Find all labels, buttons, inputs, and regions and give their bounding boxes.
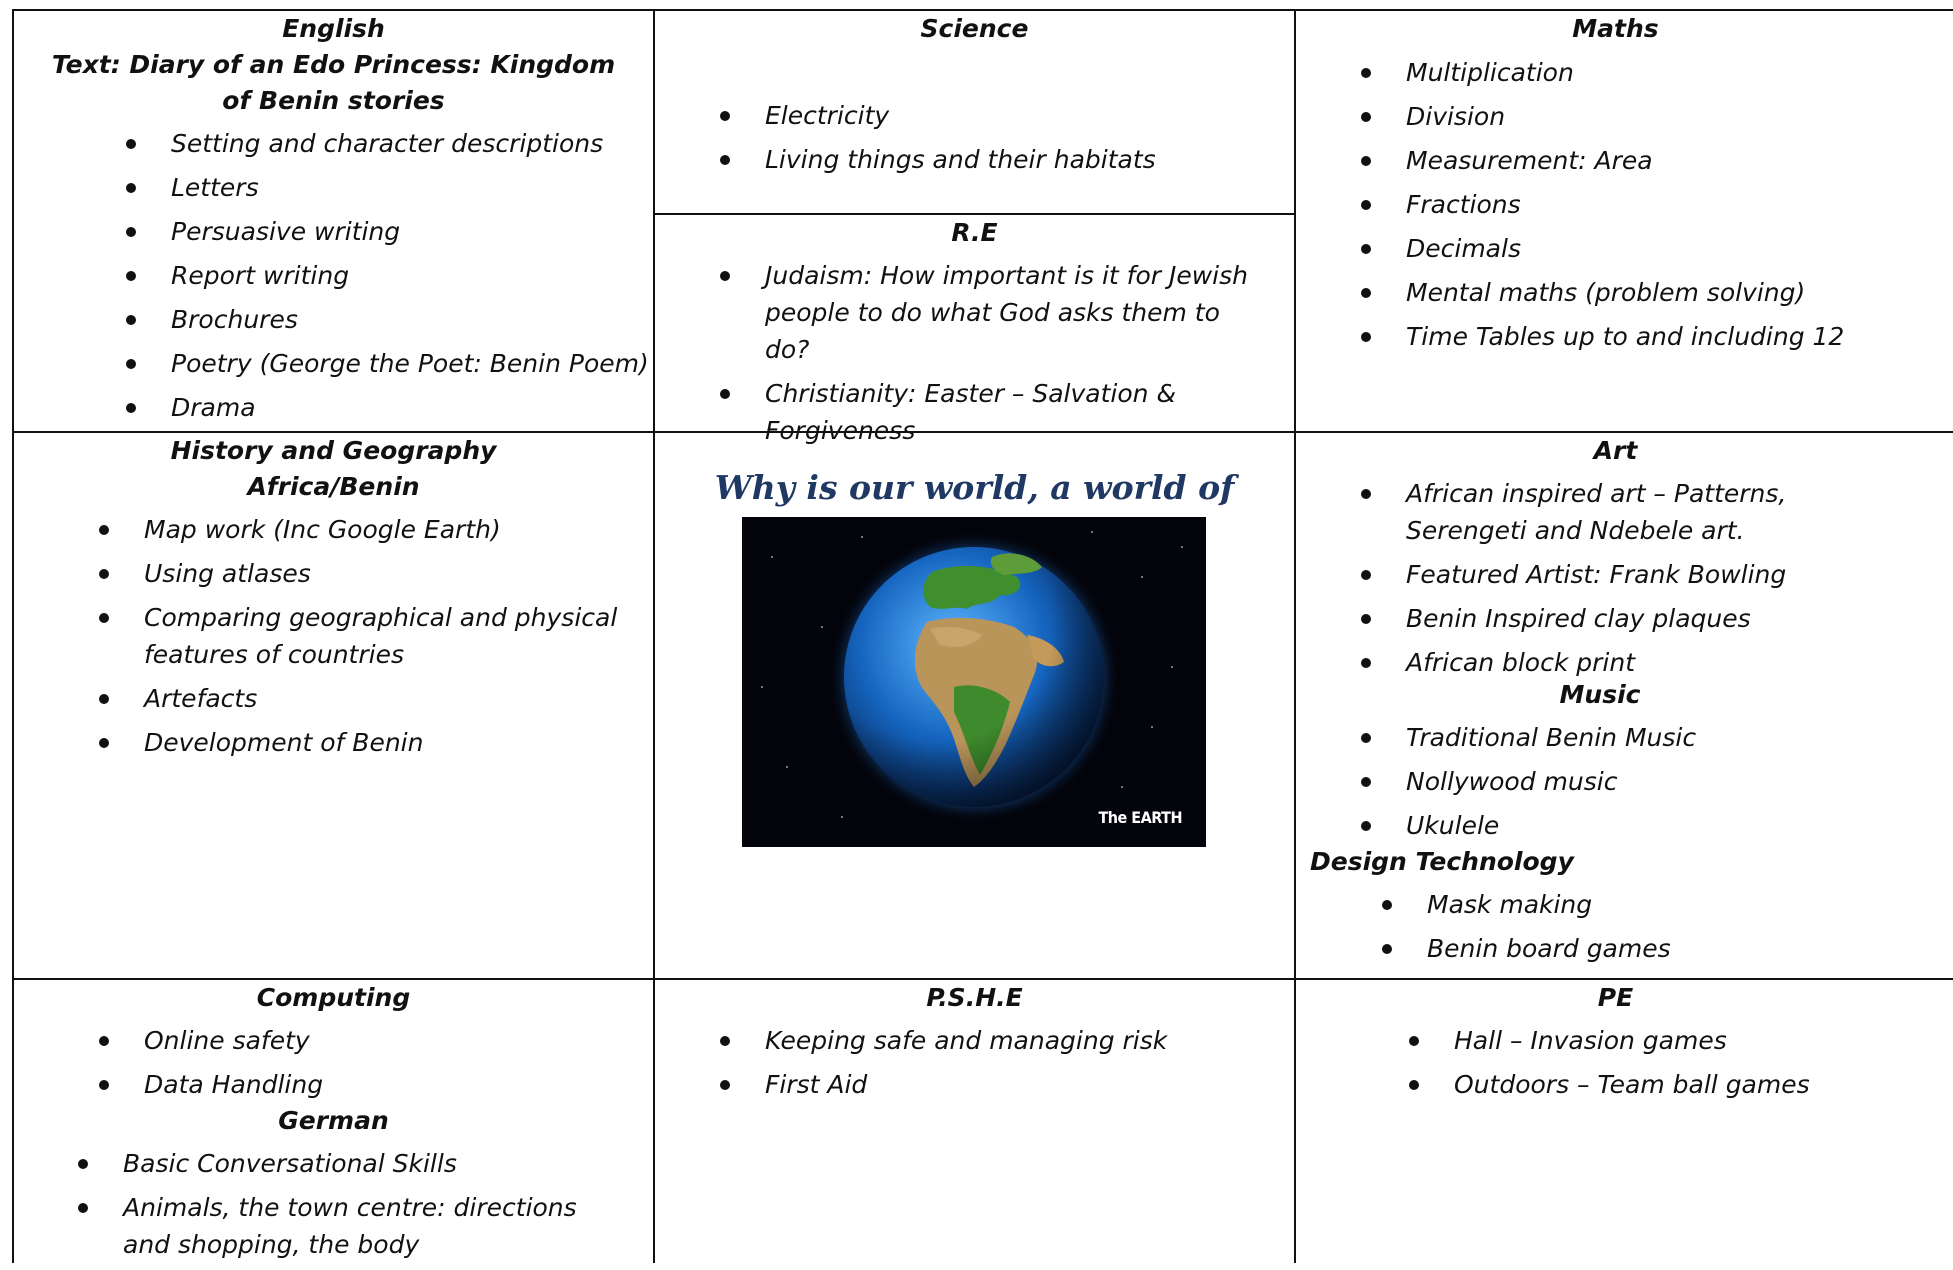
list-item: Data Handling: [144, 1066, 653, 1103]
pe-heading: PE: [1597, 983, 1634, 1012]
earth-image-label: The EARTH: [1098, 808, 1182, 827]
pe-cell: [1296, 980, 1953, 1110]
list-item: Measurement: Area: [1406, 142, 1953, 179]
list-item: Persuasive writing: [171, 213, 653, 250]
list-item: Hall – Invasion games: [1454, 1022, 1953, 1059]
list-item: Poetry (George the Poet: Benin Poem): [171, 345, 653, 382]
maths-heading: Maths: [1572, 14, 1659, 43]
pshe-list: [655, 1022, 1294, 1103]
computing-list: [14, 1022, 653, 1103]
english-cell: [14, 11, 653, 433]
list-item: Keeping safe and managing risk: [765, 1022, 1294, 1059]
list-item: Brochures: [171, 301, 653, 338]
list-item: Online safety: [144, 1022, 653, 1059]
art-list: [1296, 475, 1953, 681]
list-item: Judaism: How important is it for Jewish people to do what God asks them to do?: [765, 257, 1270, 368]
computing-heading: Computing: [256, 983, 411, 1012]
earth-image: [742, 517, 1206, 847]
re-list: [655, 257, 1294, 449]
list-item: Ukulele: [1406, 807, 1953, 844]
earth-globe-illustration: [742, 517, 1206, 847]
pshe-heading: P.S.H.E: [926, 983, 1023, 1012]
computing-cell: [14, 980, 653, 1270]
list-item: Using atlases: [144, 555, 633, 592]
list-item: Benin board games: [1427, 930, 1953, 967]
english-text-title: Text: Diary of an Edo Princess: Kingdom of Benin stories: [51, 50, 616, 115]
re-heading: R.E: [951, 218, 998, 247]
maths-list: [1296, 54, 1953, 355]
design-technology-heading: Design Technology: [1310, 847, 1574, 876]
list-item: Electricity: [765, 97, 1294, 134]
pshe-cell: [655, 980, 1294, 1110]
list-item: First Aid: [765, 1066, 1294, 1103]
english-heading: English: [282, 14, 385, 43]
list-item: Featured Artist: Frank Bowling: [1406, 556, 1913, 593]
history-geography-list: [14, 511, 653, 761]
history-geography-cell: [14, 433, 653, 768]
list-item: Development of Benin: [144, 724, 633, 761]
topic-question: Why is our world, a world of: [714, 468, 1235, 507]
africa-benin-subheading: Africa/Benin: [247, 472, 420, 501]
list-item: Letters: [171, 169, 653, 206]
list-item: Comparing geographical and physical features of countries: [144, 599, 633, 673]
maths-cell: [1296, 11, 1953, 362]
list-item: Animals, the town centre: directions and shopping, the body: [123, 1189, 583, 1263]
re-cell: [655, 215, 1294, 456]
list-item: Report writing: [171, 257, 653, 294]
english-list: [14, 125, 653, 426]
science-list: [655, 97, 1294, 178]
music-list: [1296, 719, 1953, 844]
list-item: Christianity: Easter – Salvation & Forgiveness: [765, 375, 1270, 449]
list-item: Map work (Inc Google Earth): [144, 511, 633, 548]
list-item: Basic Conversational Skills: [123, 1145, 583, 1182]
history-geography-heading: History and Geography: [170, 436, 497, 465]
list-item: Multiplication: [1406, 54, 1953, 91]
pe-list: [1296, 1022, 1953, 1103]
list-item: African inspired art – Patterns, Serengeti and Ndebele art.: [1406, 475, 1913, 549]
german-heading: German: [278, 1106, 389, 1135]
list-item: Decimals: [1406, 230, 1953, 267]
list-item: African block print: [1406, 644, 1913, 681]
german-list: [14, 1145, 653, 1263]
list-item: Fractions: [1406, 186, 1953, 223]
music-heading: Music: [1559, 680, 1641, 709]
list-item: Nollywood music: [1406, 763, 1953, 800]
list-item: Mask making: [1427, 886, 1953, 923]
list-item: Living things and their habitats: [765, 141, 1294, 178]
list-item: Time Tables up to and including 12: [1406, 318, 1953, 355]
science-cell: [655, 11, 1294, 185]
list-item: Mental maths (problem solving): [1406, 274, 1953, 311]
list-item: Traditional Benin Music: [1406, 719, 1953, 756]
list-item: Outdoors – Team ball games: [1454, 1066, 1953, 1103]
design-technology-list: [1296, 886, 1953, 967]
list-item: Setting and character descriptions: [171, 125, 653, 162]
list-item: Benin Inspired clay plaques: [1406, 600, 1913, 637]
list-item: Drama: [171, 389, 653, 426]
art-heading: Art: [1593, 436, 1638, 465]
list-item: Artefacts: [144, 680, 633, 717]
science-heading: Science: [920, 14, 1029, 43]
list-item: Division: [1406, 98, 1953, 135]
art-cell: [1296, 433, 1953, 974]
